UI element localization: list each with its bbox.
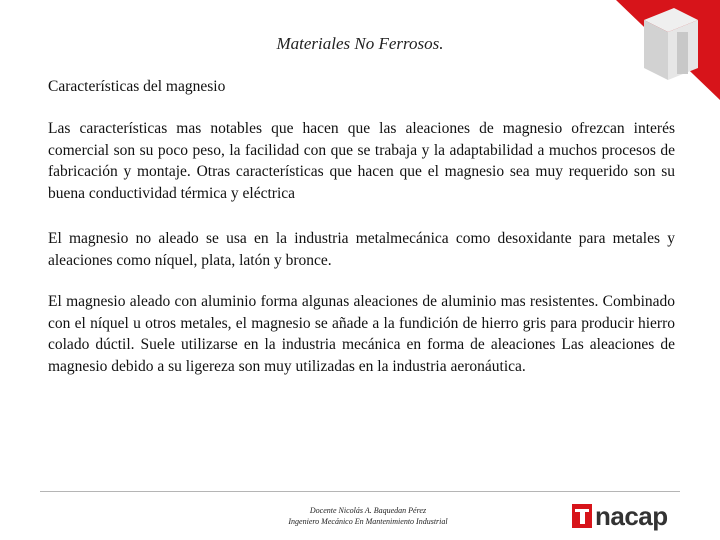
inacap-logo-mark-icon [572, 504, 592, 528]
paragraph-properties: Las características mas notables que hacen que las aleaciones de magnesio ofrezcan interés comercial son su poco peso, la facilidad con que se trabaja y la adaptabilidad a muchos procesos de fabricación y montaje. Otras características que hacen que el magnesio sea muy requerido son su buena conductividad térmica y eléctrica [48, 120, 675, 202]
footer-credit-line-1: Docente Nicolás A. Baquedan Pérez [309, 506, 427, 515]
corner-decoration-icon [616, 0, 720, 110]
footer-credit-line-2: Ingeniero Mecánico En Mantenimiento Industrial [288, 517, 448, 526]
section-subtitle: Características del magnesio [48, 78, 226, 95]
footer-credit [243, 505, 493, 527]
inacap-logo [572, 500, 668, 532]
footer-divider [40, 491, 680, 492]
paragraph-alloyed-uses: El magnesio aleado con aluminio forma algunas aleaciones de aluminio mas resistentes. Combinado con el níquel u otros metales, el magnesio se añade a la fundición de hierro gris para producir hierro colado dúctil. Suele utilizarse en la industria mecánica en forma de aleaciones Las aleaciones de magnesio debido a su ligereza son muy utilizadas en la industria aeronáutica. [48, 293, 675, 375]
inacap-logo-text: nacap [595, 501, 668, 531]
page-title: Materiales No Ferrosos. [276, 34, 444, 53]
paragraph-unalloyed-uses: El magnesio no aleado se usa en la industria metalmecánica como desoxidante para metales y aleaciones como níquel, plata, latón y bronce. [48, 230, 675, 269]
